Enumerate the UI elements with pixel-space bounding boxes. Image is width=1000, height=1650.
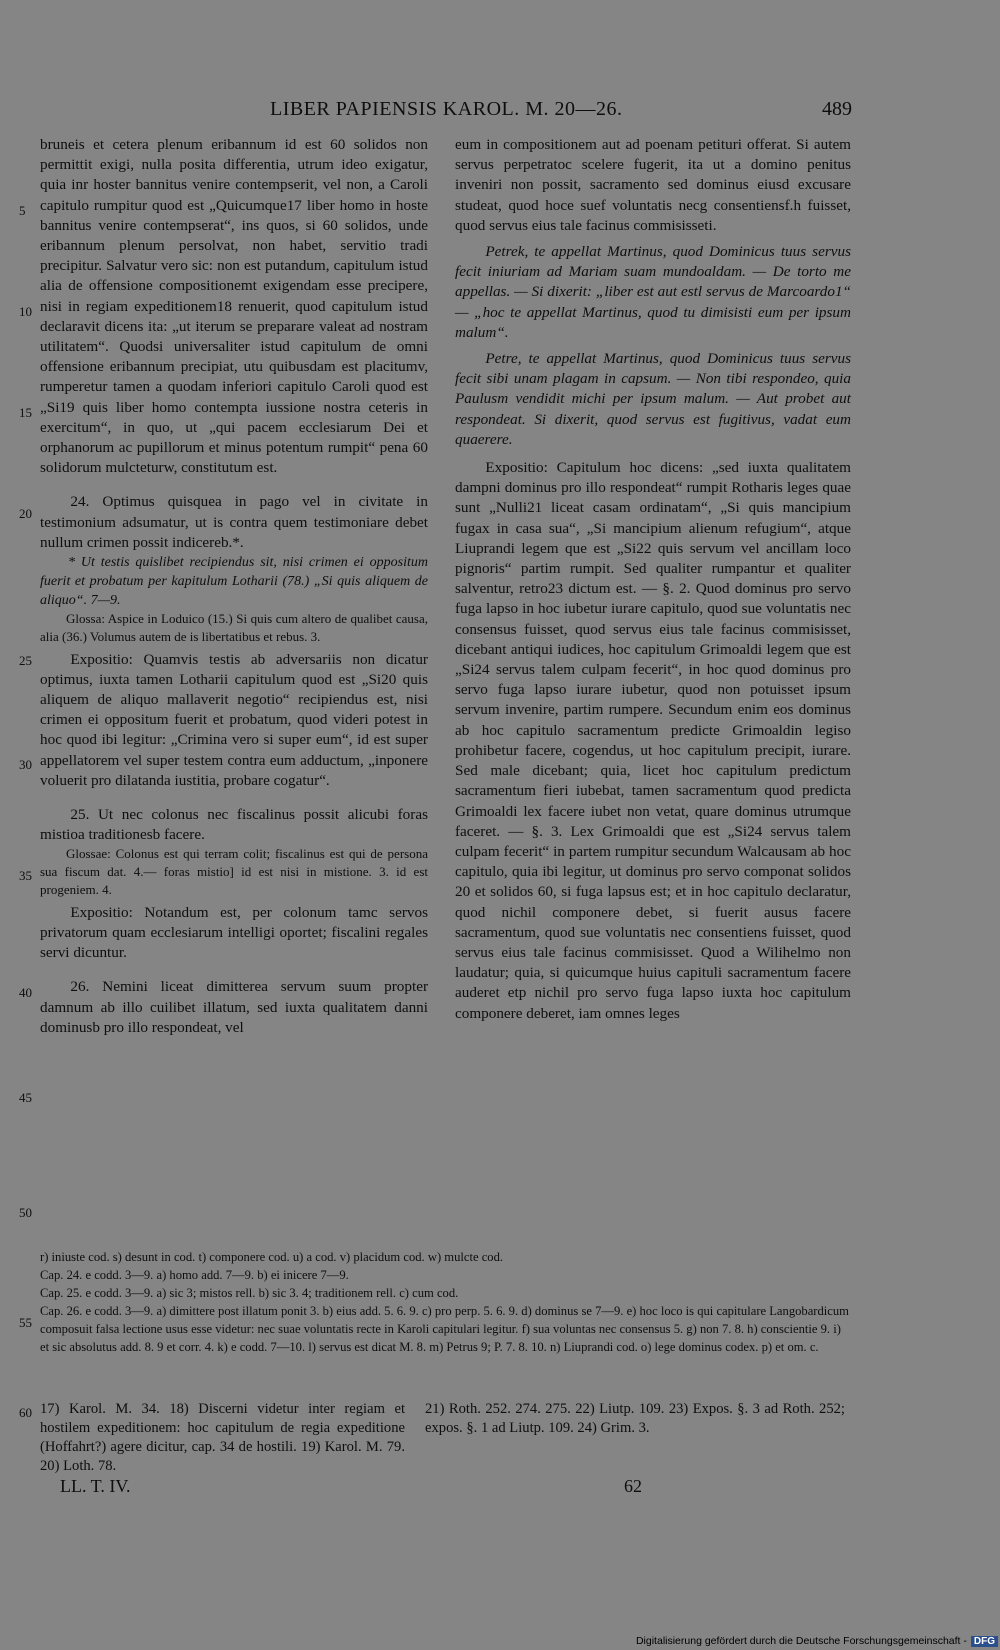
right-paragraph: eum in compositionem aut ad poenam petituri offerat. Si autem servus perpetratoc scelere fugerit, ita ut a domino penitus inveniri non possit, sacramento sed dominus eiusd excusare studeat, quod hoce suef voluntatis necg consentiensf.h fuisset, quod servus eius tale facinus commisisseti. (455, 136, 851, 234)
dialogue-formula-1: Petrek, te appellat Martinus, quod Dominicus tuus servus fecit iniuriam ad Mariam suam mundoaldam. — De torto me appellas. — Si dixerit: „liber est aut estl servus de Marcoardo1“ — „hoc te appellat Martinus, quod tu dimisisti eum per ipsum malum“. (455, 243, 851, 341)
right-column (455, 135, 851, 1024)
dfg-logo: DFG (971, 1636, 998, 1647)
chapter-25-expositio: Expositio: Notandum est, per colonum tamc servos privatorum quam ecclesiarum intelligi oportet; fiscalini regales servi dicuntur. (40, 903, 428, 962)
line-number: 5 (19, 203, 26, 218)
line-number: 15 (19, 405, 32, 420)
line-number: 30 (19, 757, 32, 772)
source-notes-left: 17) Karol. M. 34. 18) Discerni videtur inter regiam et hostilem expeditionem: hoc capitulum de regia expeditione (Hoffahrt?) agere dicitur, cap. 34 de hostili. 19) Karol. M. 79. 20) Loth. 78. (40, 1401, 405, 1474)
line-number: 60 (19, 1405, 32, 1420)
line-number: 50 (19, 1205, 32, 1220)
sheet-number: 62 (624, 1476, 642, 1496)
chapter-24-expositio: Expositio: Quamvis testis ab adversariis non dicatur optimus, iuxta tamen Lotharii capitulum quod est „Si20 quis aliquem de aliquo mallaverit negotio“ recipiendus est, nisi crimen ei oppositum fuerit et probatum, quod videri potest in hoc quod ibi legitur: „Crimina vero si super eum“, id est super appellatorem vel super testem contra eum adductum, „inponere voluerit pro dilatanda iustitia, probare cogatur“. (40, 650, 428, 789)
line-number: 25 (19, 653, 32, 668)
chapter-25-glossae: Glossae: Colonus est qui terram colit; fiscalinus est qui de persona sua fiscum dat. 4.— foras mistio] id est nisi in mistione. 3. id est progeniem. 4. (40, 846, 428, 898)
running-title: LIBER PAPIENSIS KAROL. M. 20—26. (270, 98, 623, 120)
line-number: 55 (19, 1315, 32, 1330)
page-footer (0, 1476, 1000, 1500)
chapter-24-note: * Ut testis quislibet recipiendus sit, nisi crimen ei oppositum fuerit et probatum per kapitulum Lotharii (78.) „Si quis aliquem de aliquo“. 7—9. (40, 555, 428, 609)
running-header (0, 98, 1000, 128)
dfg-notice-text: Digitalisierung gefördert durch die Deutsche Forschungsgemeinschaft - (635, 1635, 967, 1647)
dialogue-formula-2: Petre, te appellat Martinus, quod Dominicus tuus servus fecit sibi unam plagam in capsum. — Non tibi respondeo, quia Paulusm vendidit michi per ipsum malum. — Aut probet aut respondeat. Si dixerit, quod servus est fugitivus, vadat eum quaerere. (455, 350, 851, 448)
page-number: 489 (822, 98, 852, 120)
chapter-24-heading: 24. Optimus quisquea in pago vel in civitate in testimonium adsumatur, ut is contra quem testimoniare debet nullum crimen possit indicereb.*. (40, 493, 428, 551)
line-number: 20 (19, 506, 32, 521)
source-notes-right: 21) Roth. 252. 274. 275. 22) Liutp. 109. 23) Expos. §. 3 ad Roth. 252; expos. §. 1 ad Liutp. 109. 24) Grim. 3. (425, 1401, 845, 1436)
apparatus-line: Cap. 26. e codd. 3—9. a) dimittere post illatum ponit 3. b) eius add. 5. 6. 9. c) pro perp. 5. 6. 9. d) dominus se 7—9. e) hoc loco is qui capitulare Langobardicum composuit falsa lectione usus esse videtur: nec suae voluntatis recte in Karoli capitulari legitur. f) sua voluntas nec consensus 5. g) non 7. 8. h) conscientie 9. i) et sic absolutus add. 8. 9 et corr. 4. k) e codd. 7—10. l) servus est dicat M. 8. m) Petrus 9; P. 7. 8. 10. n) Liuprandi cod. o) lege dominus codex. p) et om. c. (40, 1304, 849, 1354)
apparatus-line: r) iniuste cod. s) desunt in cod. t) componere cod. u) a cod. v) placidum cod. w) mulcte cod. (40, 1250, 504, 1264)
chapter-26-heading: 26. Nemini liceat dimitterea servum suum propter damnum ab illo cuilibet illatum, sed iuxta qualitatem danni dominusb pro illo respondeat, vel (40, 978, 428, 1036)
apparatus-line: Cap. 25. e codd. 3—9. a) sic 3; mistos rell. b) sic 3. 4; traditionem rell. c) cum cod. (40, 1286, 459, 1300)
left-column (40, 135, 428, 1038)
signature-mark: LL. T. IV. (60, 1476, 131, 1496)
apparatus-line: Cap. 24. e codd. 3—9. a) homo add. 7—9. b) ei inicere 7—9. (40, 1268, 349, 1282)
line-number: 35 (19, 868, 32, 883)
line-number: 45 (19, 1090, 32, 1105)
critical-apparatus (40, 1248, 850, 1356)
chapter-25-heading: 25. Ut nec colonus nec fiscalinus possit alicubi foras mistioa traditionesb facere. (40, 806, 428, 844)
chapter-24-glossa: Glossa: Aspice in Loduico (15.) Si quis cum altero de qualibet causa, alia (36.) Volumus autem de is libertatibus et rebus. 3. (40, 611, 428, 644)
line-number: 40 (19, 985, 32, 1000)
chapter-26-expositio: Expositio: Capitulum hoc dicens: „sed iuxta qualitatem dampni dominus pro illo respondeat“ rumpit Rotharis leges quae sunt „Nulli21 liceat casam ordinatam“, „Si quis mancipium fugax in casa sua“, „Si mancipium alienum refugium“, atque Liuprandi legem que est „Si22 quis servum vel ancillam loco pignoris“ partim rumpit. Sed qualiter rumpantur et qualiter salventur, retro23 dictum est. — §. 2. Quod dominus pro servo fuga lapso in hoc iubetur iurare capitulo, quod sue voluntatis nec consensus fuisset, quod servus eius tale facinus commisisset, dicebant antiqui iudices, hoc capitulum Grimoaldi legem que est „Si24 servus talem culpam fecerit“, in hoc quod dominus pro servo fuga lapso iurare iubetur, quod non potuisset ipsum servum invenire, partim rumpere. Secundum enim eos dominus ab hoc capitulo sacramentum predicte Grimoaldin legiso prohibetur facere, cogendus, ut hoc capitulum precipit, iurare. Sed male dicebant; quia, licet hoc capitulum predictum sacramentum fieri iubebat, tamen sacramentum quod predicta Grimoaldi lex facere iubet non vetat, quare dominus utrumque faceret. — §. 3. Lex Grimoaldi que est „Si24 servus talem culpam fecerit“ in partem rumpitur secundum Walcausam ab hoc capitulo, quia ibi legitur, ut dominus pro servo componat solidos 20 et solidos 60, si fuga lapsus est; et in hoc capitulo declaratur, quod nichil componere debet, si fuerit ausus facere sacramentum, quod sue voluntatis nec consentiens fuisset, quod servus eius tale facinus commisisset. Quod a Wilihelmo non laudatur; quia, si quicumque huius capituli sacramentum facere auderet etp nichil pro servo fuga lapso iuxta hoc capitulum componere deberet, iam omnes leges (455, 459, 851, 1022)
dfg-notice (636, 1635, 998, 1647)
left-paragraph: bruneis et cetera plenum eribannum id est 60 solidos non permittit exigi, nulla posita differentia, utrum ideo exigatur, quia inr hoster bannitus venire contempserit, vel non, a Caroli capitulo rumpitur quod est „Quicumque17 liber homo in hoste bannitus venire contempserat“, ins quos, si 60 solidos, unde eribannum plenum persolvat, non habet, servitio tradi precipitur. Salvatur vero sic: non est putandum, capitulum istud alia de offensione compositionemt exigendam esse precipere, nisi in regiam expeditionem18 renuerit, quod capitulum istud declaravit dicens ita: „ut iterum se preparare valeat ad nostram utilitatem“. Quodsi universaliter istud capitulum de omni offensione eribannum precipiat, utu quibusdam est placitumv, rumperetur tamen a quodam inferiori capitulo Caroli quod est „Si19 quis liber homo contempta iussione nostra ceteris in exercitum“, in quo, ut „qui pacem ecclesiarum Dei et orphanorum ac pupillorum et minus potentum rumpit“ pena 60 solidorum mulcteturw, constitutum est. (40, 136, 428, 477)
line-number: 10 (19, 304, 32, 319)
